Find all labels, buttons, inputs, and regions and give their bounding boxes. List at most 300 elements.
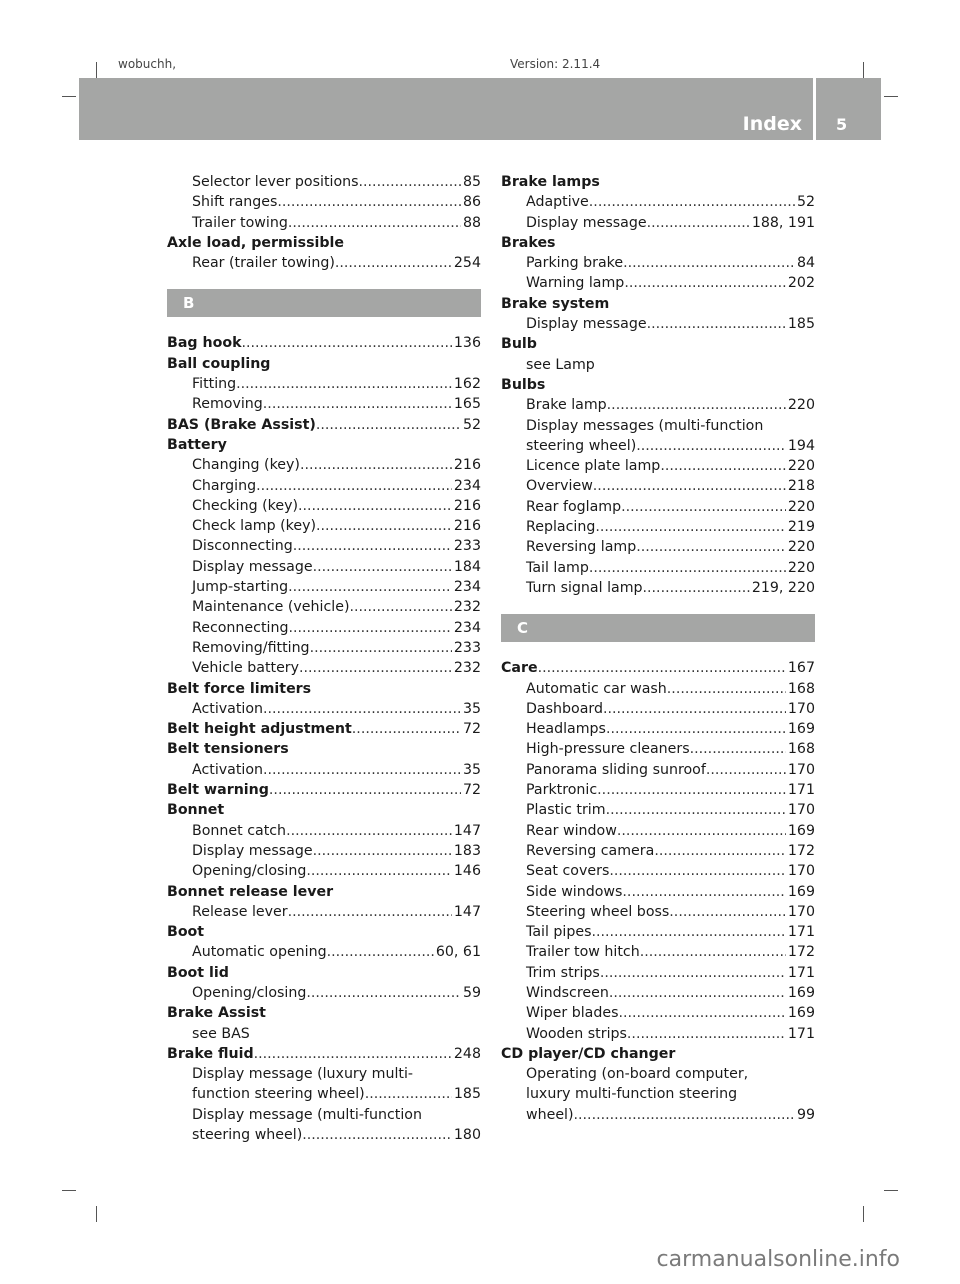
entry-label: Reversing lamp — [526, 539, 637, 556]
page-reference[interactable]: 216 — [453, 518, 481, 535]
index-subentry[interactable] — [167, 699, 481, 719]
entry-label: Charging — [192, 477, 257, 494]
index-column-left — [167, 172, 481, 1145]
entry-label: wheel) — [526, 1106, 574, 1123]
entry-label: Opening/closing — [192, 863, 307, 880]
index-subentry[interactable] — [167, 476, 481, 496]
index-heading: CD player/CD changer — [501, 1045, 676, 1062]
index-subentry-text: luxury multi-function steering — [526, 1086, 738, 1103]
index-subentry[interactable] — [167, 1084, 481, 1104]
leader-dots — [256, 476, 452, 496]
entry-label: Checking (key) — [192, 497, 298, 514]
leader-dots — [593, 476, 786, 496]
leader-dots — [654, 841, 786, 861]
index-subentry[interactable] — [501, 1024, 815, 1044]
index-subentry[interactable] — [501, 902, 815, 922]
leader-dots — [595, 517, 786, 537]
entry-label: Activation — [192, 700, 264, 717]
entry-label: Plastic trim — [526, 802, 606, 819]
index-heading: Boot — [167, 924, 205, 941]
entry-label: Changing (key) — [192, 457, 300, 474]
index-subentry[interactable] — [501, 436, 815, 456]
index-heading: Belt force limiters — [167, 680, 312, 697]
entry-label: Wooden strips — [526, 1025, 627, 1042]
entry-label: Trailer towing — [192, 214, 288, 231]
leader-dots — [619, 1003, 786, 1023]
page-reference[interactable]: 185 — [787, 316, 815, 333]
entry-label: Display message — [192, 558, 313, 575]
index-heading: Brakes — [501, 234, 556, 251]
page-reference[interactable]: 88 — [462, 214, 481, 231]
page-reference[interactable]: 170 — [787, 700, 815, 717]
crop-mark — [96, 1206, 97, 1222]
leader-dots — [636, 537, 786, 557]
page-reference[interactable]: 60, 61 — [435, 944, 481, 961]
leader-dots — [327, 942, 434, 962]
page-reference[interactable]: 220 — [787, 397, 815, 414]
page-reference[interactable]: 169 — [787, 984, 815, 1001]
index-subentry[interactable] — [501, 942, 815, 962]
leader-dots — [263, 394, 452, 414]
entry-label: Warning lamp — [526, 275, 625, 292]
crop-mark — [884, 1190, 898, 1191]
page-reference[interactable]: 219 — [787, 519, 815, 536]
page-reference[interactable]: 248 — [453, 1045, 481, 1062]
leader-dots — [609, 983, 786, 1003]
page-reference[interactable]: 72 — [462, 782, 481, 799]
entry-label: Maintenance (vehicle) — [192, 599, 350, 616]
index-subentry[interactable] — [501, 314, 815, 334]
index-entry[interactable] — [167, 1044, 481, 1064]
index-subentry[interactable] — [167, 516, 481, 536]
page-reference[interactable]: 85 — [462, 174, 481, 190]
entry-label: Belt warning — [167, 782, 269, 799]
entry-label: function steering wheel) — [192, 1086, 365, 1103]
index-entry[interactable] — [501, 658, 815, 678]
leader-dots — [597, 780, 786, 800]
index-subentry[interactable] — [501, 192, 815, 212]
leader-dots — [589, 558, 786, 578]
leader-dots — [667, 679, 786, 699]
index-subentry[interactable] — [167, 577, 481, 597]
entry-label: Vehicle battery — [192, 660, 300, 677]
page-reference[interactable]: 52 — [462, 416, 481, 433]
leader-dots — [574, 1105, 795, 1125]
leader-dots — [310, 638, 452, 658]
index-subentry[interactable] — [167, 841, 481, 861]
entry-label: Headlamps — [526, 721, 606, 738]
index-subentry[interactable] — [167, 1125, 481, 1145]
entry-label: Check lamp (key) — [192, 518, 317, 535]
leader-dots — [600, 963, 786, 983]
page-reference[interactable]: 169 — [787, 822, 815, 839]
page-reference[interactable]: 171 — [787, 782, 815, 799]
entry-label: Wiper blades — [526, 1005, 619, 1022]
leader-dots — [286, 821, 452, 841]
entry-label: steering wheel) — [526, 437, 637, 454]
index-subentry[interactable] — [167, 821, 481, 841]
index-subentry[interactable] — [167, 618, 481, 638]
leader-dots — [623, 253, 795, 273]
leader-dots — [591, 922, 785, 942]
page-reference[interactable]: 147 — [453, 822, 481, 839]
index-subentry-text: see BAS — [192, 1025, 250, 1042]
index-subentry[interactable] — [501, 679, 815, 699]
page-reference[interactable]: 202 — [787, 275, 815, 292]
page-reference[interactable]: 183 — [453, 842, 481, 859]
leader-dots — [236, 374, 452, 394]
leader-dots — [298, 496, 452, 516]
leader-dots — [288, 902, 452, 922]
page-reference[interactable]: 167 — [787, 660, 815, 677]
entry-label: Windscreen — [526, 984, 609, 1001]
entry-label: Removing — [192, 396, 263, 413]
index-heading: Axle load, permissible — [167, 234, 345, 251]
index-subentry[interactable] — [501, 213, 815, 233]
page-reference[interactable]: 180 — [453, 1127, 481, 1144]
leader-dots — [640, 942, 786, 962]
index-heading: Brake Assist — [167, 1005, 266, 1022]
leader-dots — [622, 882, 785, 902]
print-meta-left: wobuchh, — [118, 58, 177, 70]
index-entry[interactable] — [167, 780, 481, 800]
index-subentry[interactable] — [501, 719, 815, 739]
entry-label: Parktronic — [526, 782, 598, 799]
leader-dots — [647, 314, 786, 334]
leader-dots — [300, 455, 452, 475]
leader-dots — [617, 821, 786, 841]
index-heading: Battery — [167, 436, 227, 453]
index-heading: Brake lamps — [501, 174, 600, 190]
page-reference[interactable]: 171 — [787, 1025, 815, 1042]
leader-dots — [316, 516, 452, 536]
index-heading: Belt tensioners — [167, 741, 289, 758]
leader-dots — [606, 800, 786, 820]
crop-mark — [863, 62, 864, 78]
page-title: Index — [742, 113, 802, 135]
entry-label: Trailer tow hitch — [526, 944, 640, 961]
page-reference[interactable]: 220 — [787, 458, 815, 475]
leader-dots — [606, 719, 786, 739]
index-entry[interactable] — [167, 415, 481, 435]
leader-dots — [636, 436, 786, 456]
leader-dots — [607, 395, 786, 415]
page-reference[interactable]: 184 — [453, 558, 481, 575]
entry-label: Side windows — [526, 883, 623, 900]
index-column-right — [501, 172, 815, 1125]
leader-dots — [313, 557, 452, 577]
index-subentry-text: see Lamp — [526, 356, 595, 373]
page-reference[interactable]: 169 — [787, 883, 815, 900]
entry-label: Turn signal lamp — [526, 579, 643, 596]
index-subentry[interactable] — [501, 780, 815, 800]
page-reference[interactable]: 234 — [453, 579, 481, 596]
index-subentry[interactable] — [167, 760, 481, 780]
index-subentry[interactable] — [501, 800, 815, 820]
entry-label: Fitting — [192, 376, 237, 393]
index-subentry[interactable] — [501, 861, 815, 881]
index-subentry[interactable] — [167, 942, 481, 962]
page-reference[interactable]: 168 — [787, 741, 815, 758]
index-subentry-text: Display message (luxury multi- — [192, 1066, 414, 1083]
page-reference[interactable]: 169 — [787, 721, 815, 738]
entry-label: Automatic car wash — [526, 680, 667, 697]
index-subentry-text: Operating (on-board computer, — [526, 1066, 749, 1083]
index-subentry[interactable] — [501, 739, 815, 759]
crop-mark — [884, 96, 898, 97]
leader-dots — [690, 739, 786, 759]
leader-dots — [660, 456, 786, 476]
entry-label: Dashboard — [526, 700, 603, 717]
index-subentry[interactable] — [167, 861, 481, 881]
index-heading: Bonnet release lever — [167, 883, 334, 900]
entry-label: Brake fluid — [167, 1045, 254, 1062]
entry-label: Selector lever positions — [192, 174, 359, 190]
index-subentry[interactable] — [501, 963, 815, 983]
index-subentry[interactable] — [501, 253, 815, 273]
page-reference[interactable]: 35 — [462, 700, 481, 717]
index-subentry[interactable] — [501, 537, 815, 557]
leader-dots — [293, 536, 452, 556]
crop-mark — [62, 96, 76, 97]
crop-mark — [96, 62, 97, 78]
page-number: 5 — [836, 115, 848, 134]
leader-dots — [277, 192, 461, 212]
entry-label: Reversing camera — [526, 842, 655, 859]
leader-dots — [269, 780, 461, 800]
leader-dots — [669, 902, 786, 922]
index-letter-header: C — [501, 614, 815, 642]
index-subentry[interactable] — [167, 374, 481, 394]
entry-label: Display message — [526, 316, 647, 333]
leader-dots — [288, 213, 461, 233]
entry-label: Opening/closing — [192, 984, 307, 1001]
entry-label: Panorama sliding sunroof — [526, 761, 706, 778]
entry-label: Replacing — [526, 519, 596, 536]
entry-label: Parking brake — [526, 255, 624, 272]
index-subentry[interactable] — [501, 882, 815, 902]
page-reference[interactable]: 254 — [453, 255, 481, 272]
index-subentry[interactable] — [167, 213, 481, 233]
index-subentry[interactable] — [501, 821, 815, 841]
index-subentry[interactable] — [501, 273, 815, 293]
page-reference[interactable]: 168 — [787, 680, 815, 697]
leader-dots — [352, 719, 461, 739]
page-reference[interactable]: 172 — [787, 944, 815, 961]
entry-label: Seat covers — [526, 863, 610, 880]
entry-label: Care — [501, 660, 538, 677]
entry-label: Disconnecting — [192, 538, 293, 555]
index-subentry[interactable] — [501, 517, 815, 537]
entry-label: Rear foglamp — [526, 498, 622, 515]
leader-dots — [621, 497, 786, 517]
leader-dots — [706, 760, 786, 780]
page-reference[interactable]: 171 — [787, 964, 815, 981]
entry-label: Tail lamp — [526, 559, 589, 576]
index-subentry-text: Display messages (multi-function — [526, 417, 764, 434]
index-heading: Bulbs — [501, 376, 546, 393]
leader-dots — [589, 192, 795, 212]
page-reference[interactable]: 147 — [453, 903, 481, 920]
leader-dots — [603, 699, 786, 719]
entry-label: Reconnecting — [192, 619, 289, 636]
page-reference[interactable]: 35 — [462, 761, 481, 778]
index-subentry[interactable] — [501, 760, 815, 780]
leader-dots — [349, 597, 451, 617]
entry-label: Steering wheel boss — [526, 903, 670, 920]
entry-label: Activation — [192, 761, 264, 778]
index-subentry[interactable] — [501, 841, 815, 861]
index-subentry[interactable] — [167, 496, 481, 516]
leader-dots — [316, 415, 461, 435]
entry-label: Shift ranges — [192, 194, 278, 211]
leader-dots — [313, 841, 452, 861]
leader-dots — [624, 273, 786, 293]
index-subentry[interactable] — [501, 578, 815, 598]
page-reference[interactable]: 219, 220 — [751, 579, 815, 596]
leader-dots — [242, 333, 452, 353]
crop-mark — [863, 1206, 864, 1222]
entry-label: Adaptive — [526, 194, 589, 211]
index-subentry[interactable] — [167, 172, 481, 192]
index-subentry[interactable] — [167, 597, 481, 617]
page-reference[interactable]: 188, 191 — [751, 214, 815, 231]
page-reference[interactable]: 162 — [453, 376, 481, 393]
leader-dots — [288, 577, 452, 597]
entry-label: Bonnet catch — [192, 822, 287, 839]
page-reference[interactable]: 84 — [796, 255, 815, 272]
leader-dots — [365, 1084, 452, 1104]
index-subentry[interactable] — [501, 1003, 815, 1023]
index-subentry[interactable] — [501, 476, 815, 496]
index-subentry[interactable] — [501, 983, 815, 1003]
leader-dots — [288, 618, 451, 638]
entry-label: Belt height adjustment — [167, 721, 352, 738]
index-entry[interactable] — [167, 719, 481, 739]
entry-label: Tail pipes — [526, 924, 592, 941]
page-reference[interactable]: 172 — [787, 842, 815, 859]
entry-label: Rear window — [526, 822, 617, 839]
index-subentry[interactable] — [167, 253, 481, 273]
page-reference[interactable]: 86 — [462, 194, 481, 211]
page-reference[interactable]: 194 — [787, 437, 815, 454]
page-reference[interactable]: 136 — [453, 335, 481, 352]
leader-dots — [299, 658, 452, 678]
index-entry[interactable] — [167, 333, 481, 353]
print-meta-right: Version: 2.11.4 — [510, 58, 601, 70]
leader-dots — [306, 983, 461, 1003]
entry-label: Brake lamp — [526, 397, 607, 414]
page-reference[interactable]: 171 — [787, 924, 815, 941]
page-reference[interactable]: 99 — [796, 1106, 815, 1123]
entry-label: Overview — [526, 478, 593, 495]
leader-dots — [647, 213, 750, 233]
page-reference[interactable]: 72 — [462, 721, 481, 738]
page-reference[interactable]: 170 — [787, 761, 815, 778]
leader-dots — [254, 1044, 452, 1064]
entry-label: High-pressure cleaners — [526, 741, 690, 758]
page-reference[interactable]: 169 — [787, 1005, 815, 1022]
index-heading: Brake system — [501, 295, 610, 312]
index-subentry[interactable] — [501, 395, 815, 415]
entry-label: BAS (Brake Assist) — [167, 416, 316, 433]
index-subentry[interactable] — [501, 922, 815, 942]
page-reference[interactable]: 170 — [787, 802, 815, 819]
page-reference[interactable]: 146 — [453, 863, 481, 880]
leader-dots — [306, 861, 452, 881]
page-reference[interactable]: 59 — [462, 984, 481, 1001]
leader-dots — [627, 1024, 786, 1044]
index-subentry[interactable] — [167, 638, 481, 658]
index-subentry[interactable] — [167, 394, 481, 414]
entry-label: Jump-starting — [192, 579, 289, 596]
entry-label: Licence plate lamp — [526, 458, 661, 475]
index-heading: Bonnet — [167, 802, 225, 819]
leader-dots — [335, 253, 452, 273]
index-subentry[interactable] — [501, 456, 815, 476]
leader-dots — [263, 760, 461, 780]
entry-label: Bag hook — [167, 335, 242, 352]
index-subentry[interactable] — [501, 497, 815, 517]
leader-dots — [359, 172, 461, 192]
page-reference[interactable]: 232 — [453, 660, 481, 677]
index-subentry[interactable] — [167, 192, 481, 212]
header-divider — [813, 78, 816, 140]
page-reference[interactable]: 218 — [787, 478, 815, 495]
page-reference[interactable]: 52 — [796, 194, 815, 211]
page-reference[interactable]: 185 — [453, 1086, 481, 1103]
index-subentry[interactable] — [167, 557, 481, 577]
index-letter-header: B — [167, 289, 481, 317]
page-reference[interactable]: 220 — [787, 539, 815, 556]
index-heading: Boot lid — [167, 964, 229, 981]
entry-label: Rear (trailer towing) — [192, 255, 335, 272]
index-subentry[interactable] — [167, 536, 481, 556]
index-subentry[interactable] — [167, 902, 481, 922]
page-reference[interactable]: 220 — [787, 559, 815, 576]
page-reference[interactable]: 165 — [453, 396, 481, 413]
page-reference[interactable]: 216 — [453, 457, 481, 474]
leader-dots — [643, 578, 750, 598]
page-reference[interactable]: 170 — [787, 863, 815, 880]
index-subentry[interactable] — [501, 558, 815, 578]
page-reference[interactable]: 220 — [787, 498, 815, 515]
leader-dots — [263, 699, 461, 719]
index-subentry[interactable] — [167, 658, 481, 678]
leader-dots — [609, 861, 786, 881]
entry-label: Automatic opening — [192, 944, 327, 961]
page-reference[interactable]: 170 — [787, 903, 815, 920]
page-reference[interactable]: 216 — [453, 497, 481, 514]
leader-dots — [538, 658, 786, 678]
index-subentry[interactable] — [167, 455, 481, 475]
entry-label: steering wheel) — [192, 1127, 303, 1144]
index-subentry[interactable] — [501, 699, 815, 719]
index-subentry[interactable] — [167, 983, 481, 1003]
index-heading: Ball coupling — [167, 355, 271, 372]
page-reference[interactable]: 233 — [453, 538, 481, 555]
entry-label: Trim strips — [526, 964, 600, 981]
page-reference[interactable]: 233 — [453, 639, 481, 656]
entry-label: Removing/fitting — [192, 639, 310, 656]
page-reference[interactable]: 234 — [453, 477, 481, 494]
index-subentry[interactable] — [501, 1105, 815, 1125]
page-reference[interactable]: 232 — [453, 599, 481, 616]
crop-mark — [62, 1190, 76, 1191]
page-reference[interactable]: 234 — [453, 619, 481, 636]
entry-label: Display message — [192, 842, 313, 859]
index-subentry-text: Display message (multi-function — [192, 1106, 422, 1123]
